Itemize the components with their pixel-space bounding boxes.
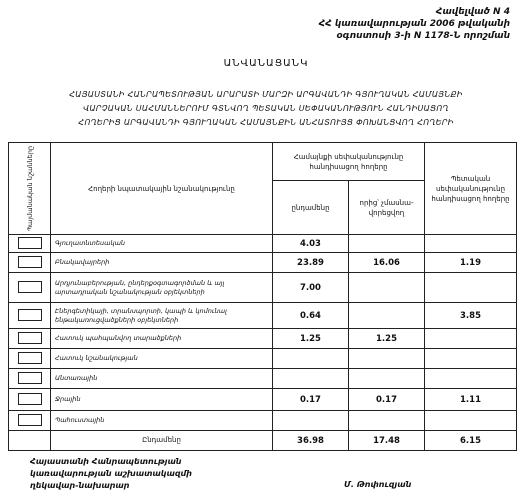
total-non-privatized: 17.48 bbox=[349, 431, 425, 451]
legend-box bbox=[18, 237, 42, 249]
row-state bbox=[425, 411, 517, 431]
legend-box-cell bbox=[9, 303, 51, 329]
table-row bbox=[9, 303, 517, 329]
header-state-land: Պետական սեփականությունը հանդիսացող հողերը bbox=[425, 143, 517, 235]
appendix-line-3: օգոստոսի 3-ի N 1178-Ն որոշման bbox=[336, 31, 510, 41]
header-total: ընդամենը bbox=[273, 181, 349, 235]
total-state: 6.15 bbox=[425, 431, 517, 451]
document-title: ԱՆՎԱՆԱՑԱՆԿ bbox=[223, 58, 309, 69]
table-row bbox=[9, 349, 517, 369]
row-label: Հատուկ նշանակության bbox=[51, 349, 273, 369]
signature-line-2: կառավարության աշխատակազմի bbox=[30, 469, 192, 478]
legend-box-cell bbox=[9, 273, 51, 303]
total-label: Ընդամենը bbox=[51, 431, 273, 451]
table-row bbox=[9, 329, 517, 349]
row-non-privatized: 16.06 bbox=[349, 253, 425, 273]
signature-position bbox=[30, 456, 192, 492]
signatory-name: Մ. Թոփուզյան bbox=[344, 480, 412, 489]
header-non-privatized: որից՝ չմասնա-վորեցվող bbox=[349, 181, 425, 235]
table-row bbox=[9, 369, 517, 389]
row-total bbox=[273, 369, 349, 389]
total-total: 36.98 bbox=[273, 431, 349, 451]
row-state bbox=[425, 329, 517, 349]
table-row bbox=[9, 273, 517, 303]
row-state: 1.19 bbox=[425, 253, 517, 273]
row-label: Բնակավայրերի bbox=[51, 253, 273, 273]
row-state bbox=[425, 349, 517, 369]
table-row bbox=[9, 253, 517, 273]
row-total: 23.89 bbox=[273, 253, 349, 273]
row-non-privatized bbox=[349, 303, 425, 329]
land-table bbox=[8, 142, 517, 451]
legend-box-cell bbox=[9, 349, 51, 369]
signature-line-1: Հայաստանի Հանրապետության bbox=[30, 457, 182, 466]
row-state bbox=[425, 369, 517, 389]
row-total bbox=[273, 411, 349, 431]
legend-box bbox=[18, 393, 42, 405]
row-total bbox=[273, 349, 349, 369]
row-total: 1.25 bbox=[273, 329, 349, 349]
row-non-privatized: 0.17 bbox=[349, 389, 425, 411]
header-symbols: Պայմանական նշանները bbox=[9, 143, 51, 235]
row-label: Անտառային bbox=[51, 369, 273, 389]
legend-box-cell bbox=[9, 369, 51, 389]
row-state: 1.11 bbox=[425, 389, 517, 411]
legend-box bbox=[18, 332, 42, 344]
row-label: Հատուկ պահպանվող տարածքների bbox=[51, 329, 273, 349]
appendix-line-2: ՀՀ կառավարության 2006 թվականի bbox=[318, 19, 510, 29]
heading-line-1: ՀԱՅԱՍՏԱՆԻ ՀԱՆՐԱՊԵՏՈՒԹՅԱՆ ԱՐԱՐԱՏԻ ՄԱՐԶԻ ԱՐԳԱՎԱՆԴԻ ԳՅՈՒՂԱԿԱՆ ՀԱՄԱՅՆՔԻ bbox=[69, 90, 463, 99]
signature-line-3: ղեկավար-նախարար bbox=[30, 481, 130, 490]
heading-line-3: ՀՈՂԵՐԻՑ ԱՐԳԱՎԱՆԴԻ ԳՅՈՒՂԱԿԱՆ ՀԱՄԱՅՆՔԻՆ ԱՆՀԱՏՈՒՅՑ ՓՈԽԱՆՑՎՈՂ ՀՈՂԵՐԻ bbox=[78, 118, 454, 127]
row-label: Պահուստային bbox=[51, 411, 273, 431]
row-non-privatized bbox=[349, 273, 425, 303]
legend-box-cell bbox=[9, 329, 51, 349]
legend-box bbox=[18, 352, 42, 364]
row-total: 7.00 bbox=[273, 273, 349, 303]
legend-box bbox=[18, 414, 42, 426]
row-label: Էներգետիկայի, տրանսպորտի, կապի և կոմունալ ենթակառուցվածքների օբյեկտների bbox=[51, 303, 273, 329]
legend-box bbox=[18, 309, 42, 321]
row-label: Ջրային bbox=[51, 389, 273, 411]
heading-line-2: ՎԱՐՉԱԿԱՆ ՍԱՀՄԱՆՆԵՐՈՒՄ ԳՏՆՎՈՂ ՊԵՏԱԿԱՆ ՍԵՓԱԿԱՆՈՒԹՅՈՒՆ ՀԱՆԴԻՍԱՑՈՂ bbox=[83, 104, 449, 113]
row-label: Արդյունաբերության, ընդերքօգտագործման և այլ արտադրական նշանակության օբյեկտների bbox=[51, 273, 273, 303]
total-row bbox=[9, 431, 517, 451]
row-label: Գյուղատնտեսական bbox=[51, 235, 273, 253]
table-row bbox=[9, 389, 517, 411]
legend-box-cell bbox=[9, 411, 51, 431]
row-state bbox=[425, 273, 517, 303]
total-blank-cell bbox=[9, 431, 51, 451]
row-non-privatized: 1.25 bbox=[349, 329, 425, 349]
appendix-line-1: Հավելված N 4 bbox=[435, 7, 510, 17]
row-non-privatized bbox=[349, 235, 425, 253]
header-purpose: Հողերի նպատակային նշանակությունը bbox=[51, 143, 273, 235]
legend-box-cell bbox=[9, 389, 51, 411]
legend-box-cell bbox=[9, 253, 51, 273]
row-total: 0.17 bbox=[273, 389, 349, 411]
legend-box bbox=[18, 256, 42, 268]
legend-box-cell bbox=[9, 235, 51, 253]
row-non-privatized bbox=[349, 411, 425, 431]
row-non-privatized bbox=[349, 369, 425, 389]
table-row bbox=[9, 411, 517, 431]
row-state bbox=[425, 235, 517, 253]
table-row bbox=[9, 235, 517, 253]
header-community-land: Համայնքի սեփականությունը հանդիսացող հողերը bbox=[273, 143, 425, 181]
row-state: 3.85 bbox=[425, 303, 517, 329]
appendix-reference bbox=[319, 6, 510, 42]
row-non-privatized bbox=[349, 349, 425, 369]
row-total: 4.03 bbox=[273, 235, 349, 253]
document-heading bbox=[20, 88, 512, 130]
row-total: 0.64 bbox=[273, 303, 349, 329]
legend-box bbox=[18, 281, 42, 293]
legend-box bbox=[18, 372, 42, 384]
